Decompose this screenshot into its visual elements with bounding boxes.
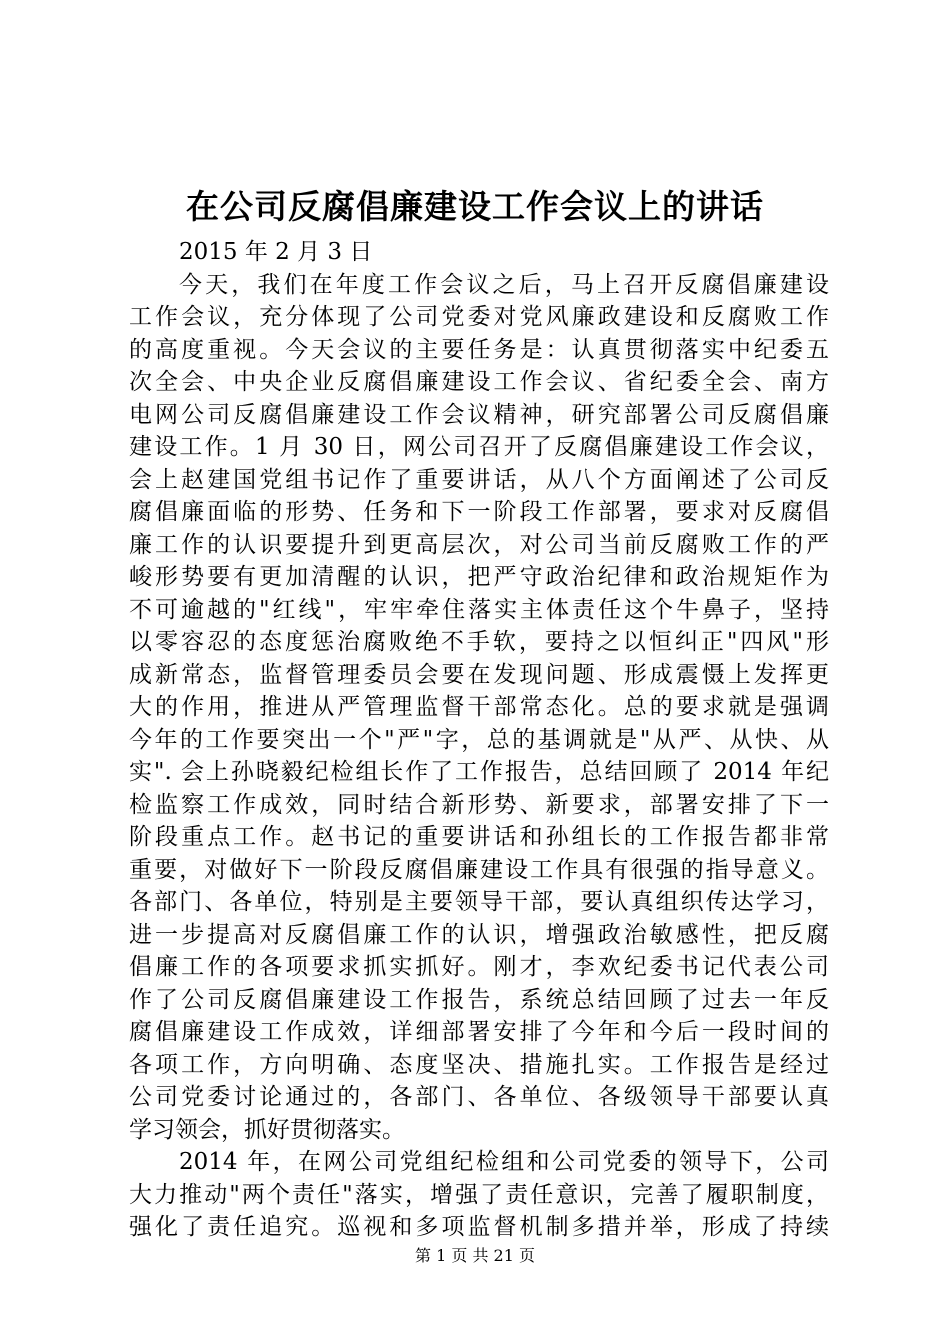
paragraph-line: 大的作用，推进从严管理监督干部常态化。总的要求就是强调 (129, 694, 829, 720)
page-footer: 第 1 页 共 21 页 (415, 1246, 535, 1265)
paragraph-line: 2014 年，在网公司党组纪检组和公司党委的领导下，公司 (179, 1149, 829, 1175)
paragraph-line: 各项工作，方向明确、态度坚决、措施扎实。工作报告是经过 (129, 1051, 829, 1078)
paragraph-line: 今年的工作要突出一个"严"字，总的基调就是"从严、从快、从 (129, 726, 829, 753)
paragraph-line: 强化了责任追究。巡视和多项监督机制多措并举，形成了持续 (129, 1214, 829, 1240)
paragraph-line: 次全会、中央企业反腐倡廉建设工作会议、省纪委全会、南方 (129, 369, 829, 395)
paragraph-line: 实". 会上孙晓毅纪检组长作了工作报告，总结回顾了 2014 年纪 (129, 759, 829, 785)
paragraph-line: 会上赵建国党组书记作了重要讲话，从八个方面阐述了公司反 (129, 466, 829, 493)
paragraph-line: 检监察工作成效，同时结合新形势、新要求，部署安排了下一 (129, 791, 829, 818)
document-date: 2015 年 2 月 3 日 (179, 239, 373, 265)
paragraph-line: 腐倡廉面临的形势、任务和下一阶段工作部署，要求对反腐倡 (129, 499, 829, 525)
paragraph-line: 作了公司反腐倡廉建设工作报告，系统总结回顾了过去一年反 (129, 986, 829, 1013)
paragraph-line: 各部门、各单位，特别是主要领导干部，要认真组织传达学习， (129, 889, 829, 915)
paragraph-line: 的高度重视。今天会议的主要任务是：认真贯彻落实中纪委五 (129, 336, 829, 363)
document-body (129, 236, 829, 1244)
paragraph-line: 电网公司反腐倡廉建设工作会议精神，研究部署公司反腐倡廉 (129, 401, 829, 428)
paragraph-line: 倡廉工作的各项要求抓实抓好。刚才，李欢纪委书记代表公司 (129, 954, 829, 980)
document-title: 在公司反腐倡廉建设工作会议上的讲话 (186, 187, 764, 226)
paragraph-line: 建设工作。1 月 30 日，网公司召开了反腐倡廉建设工作会议， (129, 434, 829, 460)
paragraph-line: 廉工作的认识要提升到更高层次，对公司当前反腐败工作的严 (129, 531, 829, 558)
paragraph-line: 学习领会，抓好贯彻落实。 (129, 1116, 405, 1143)
paragraph-line: 不可逾越的"红线"，牢牢牵住落实主体责任这个牛鼻子，坚持 (129, 596, 829, 623)
paragraph-line: 进一步提高对反腐倡廉工作的认识，增强政治敏感性，把反腐 (129, 921, 829, 948)
paragraph-line: 重要，对做好下一阶段反腐倡廉建设工作具有很强的指导意义。 (129, 856, 829, 883)
paragraph-line: 以零容忍的态度惩治腐败绝不手软，要持之以恒纠正"四风"形 (129, 629, 829, 655)
paragraph-line: 今天，我们在年度工作会议之后，马上召开反腐倡廉建设 (179, 271, 829, 298)
paragraph-line: 大力推动"两个责任"落实，增强了责任意识，完善了履职制度， (129, 1181, 829, 1208)
paragraph-line: 公司党委讨论通过的，各部门、各单位、各级领导干部要认真 (129, 1084, 829, 1110)
paragraph-line: 阶段重点工作。赵书记的重要讲话和孙组长的工作报告都非常 (129, 824, 829, 850)
paragraph-line: 峻形势要有更加清醒的认识，把严守政治纪律和政治规矩作为 (129, 564, 829, 590)
paragraph-line: 腐倡廉建设工作成效，详细部署安排了今年和今后一段时间的 (129, 1019, 829, 1045)
paragraph-line: 工作会议，充分体现了公司党委对党风廉政建设和反腐败工作 (129, 304, 829, 330)
paragraph-line: 成新常态，监督管理委员会要在发现问题、形成震慑上发挥更 (129, 661, 829, 688)
